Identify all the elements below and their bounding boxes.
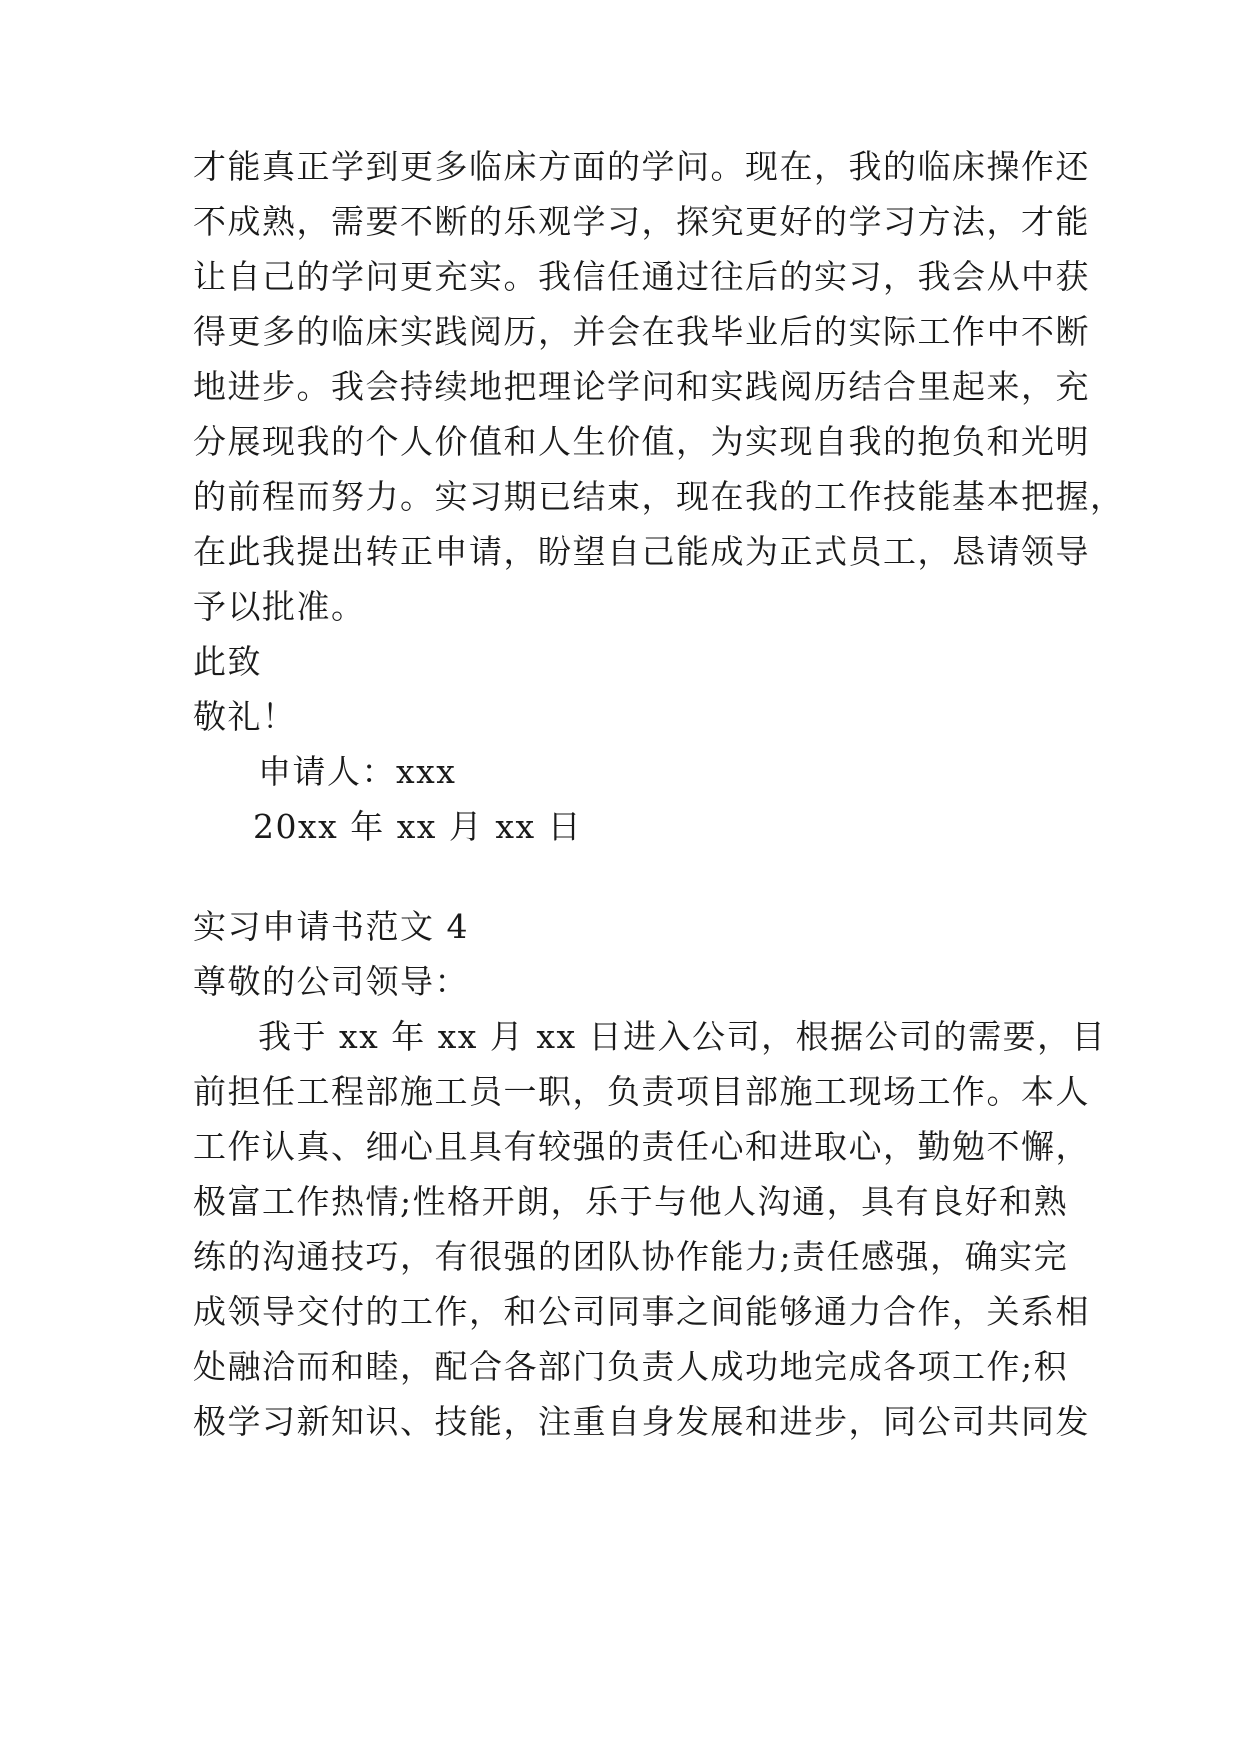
paragraph-2-line-3: 工作认真、细心且具有较强的责任心和进取心，勤勉不懈， [193, 1127, 1090, 1166]
paragraph-2-line-4: 极富工作热情;性格开朗，乐于与他人沟通，具有良好和熟 [193, 1182, 1069, 1221]
paragraph-1-line-3: 让自己的学问更充实。我信任通过往后的实习，我会从中获 [193, 257, 1090, 296]
paragraph-2-line-6: 成领导交付的工作，和公司同事之间能够通力合作，关系相 [193, 1292, 1090, 1331]
paragraph-1-line-6: 分展现我的个人价值和人生价值，为实现自我的抱负和光明 [193, 422, 1090, 461]
section-title: 实习申请书范文 4 [193, 907, 469, 946]
paragraph-2-line-7: 处融洽而和睦，配合各部门负责人成功地完成各项工作;积 [193, 1347, 1069, 1386]
paragraph-1-line-4: 得更多的临床实践阅历，并会在我毕业后的实际工作中不断 [193, 312, 1090, 351]
paragraph-1-line-7: 的前程而努力。实习期已结束，现在我的工作技能基本把握， [193, 477, 1125, 516]
paragraph-1-line-1: 才能真正学到更多临床方面的学问。现在，我的临床操作还 [193, 147, 1090, 186]
paragraph-1-line-9: 予以批准。 [193, 587, 366, 626]
paragraph-2-line-5: 练的沟通技巧，有很强的团队协作能力;责任感强，确实完 [193, 1237, 1069, 1276]
paragraph-2-line-2: 前担任工程部施工员一职，负责项目部施工现场工作。本人 [193, 1072, 1090, 1111]
applicant-signature: 申请人：xxx [258, 752, 457, 791]
paragraph-1-line-2: 不成熟，需要不断的乐观学习，探究更好的学习方法，才能 [193, 202, 1090, 241]
salutation: 尊敬的公司领导： [193, 962, 469, 1001]
signature-date: 20xx 年 xx 月 xx 日 [253, 807, 583, 846]
closing-line-1: 此致 [193, 642, 262, 681]
paragraph-2-line-1: 我于 xx 年 xx 月 xx 日进入公司，根据公司的需要，目 [258, 1017, 1107, 1056]
paragraph-2-line-8: 极学习新知识、技能，注重自身发展和进步，同公司共同发 [193, 1402, 1090, 1441]
paragraph-1-line-5: 地进步。我会持续地把理论学问和实践阅历结合里起来，充 [193, 367, 1090, 406]
closing-line-2: 敬礼！ [193, 697, 297, 736]
paragraph-1-line-8: 在此我提出转正申请，盼望自己能成为正式员工，恳请领导 [193, 532, 1090, 571]
